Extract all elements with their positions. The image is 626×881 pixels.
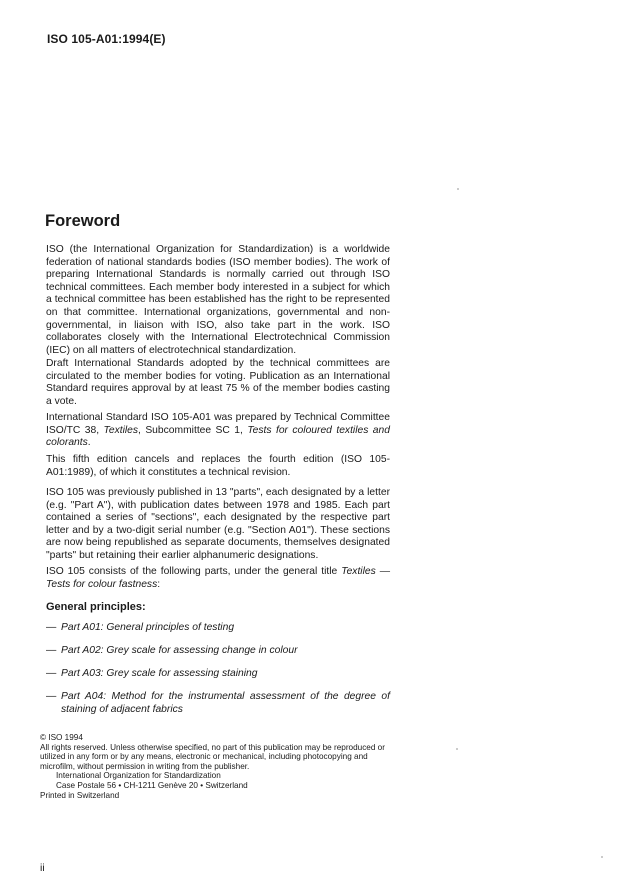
list-dash: —: [46, 691, 57, 702]
paragraph-2: Draft International Standards adopted by the technical committees are circulated to the member bodies for voting. Publication as an International Standard requires approval by at least 75 % of the member bodies casting a vote.: [46, 358, 390, 407]
copyright-block: [40, 733, 400, 800]
list-item-text: Part A03: Grey scale for assessing staining: [61, 668, 258, 679]
scan-speck: [601, 856, 603, 858]
list-dash: —: [46, 668, 57, 679]
list-dash: —: [46, 622, 57, 633]
paragraph-3-text-a: International Standard ISO 105-A01 was prepared by Technical Committee ISO/TC 38,: [46, 412, 390, 436]
document-header: ISO 105-A01:1994(E): [47, 32, 166, 46]
list-dash: —: [46, 645, 57, 656]
scan-speck: [457, 188, 459, 190]
scan-speck: [456, 748, 458, 750]
printed-in: Printed in Switzerland: [40, 790, 120, 800]
rights-statement: All rights reserved. Unless otherwise specified, no part of this publication may be reproduced or utilized in any form or by any means, electronic or mechanical, including photocopying and microfilm, without permission in writing from the publisher.: [40, 742, 385, 771]
paragraph-5: ISO 105 was previously published in 13 "parts", each designated by a letter (e.g. "Part A"), with publication dates between 1978 and 1985. Each part contained a series of "sections", each designated by the respective part letter and by a two-digit serial number (e.g. "Section A01"). These sections are now being republished as separate documents, themselves designated "parts" but retaining their earlier alphanumeric designations.: [46, 487, 390, 561]
paragraph-4: This fifth edition cancels and replaces the fourth edition (ISO 105-A01:1989), of which it constitutes a technical revision.: [46, 454, 390, 478]
page-title: Foreword: [45, 212, 121, 230]
paragraph-3: [46, 412, 390, 450]
copyright-notice: © ISO 1994: [40, 733, 83, 742]
paragraph-6: [46, 566, 390, 591]
paragraph-1: ISO (the International Organization for Standardization) is a worldwide federation of national standards bodies (ISO member bodies). The work of preparing International Standards is normally carried out through ISO technical committees. Each member body interested in a subject for which a technical committee has been established has the right to be represented on that committee. International organizations, governmental and non-governmental, in liaison with ISO, also take part in the work. ISO collaborates closely with the International Electrotechnical Commission (IEC) on all matters of electrotechnical standardization.: [46, 244, 390, 356]
general-principles-heading: General principles:: [46, 601, 146, 613]
page-number: ii: [40, 862, 45, 874]
paragraph-6-general-title: Textiles — Tests for colour fastness: [46, 566, 390, 590]
paragraph-3-subcommittee-name: Tests for coloured textiles and colorants: [46, 424, 390, 449]
paragraph-6-text-b: :: [157, 578, 161, 590]
publisher-name: International Organization for Standardization: [56, 771, 221, 781]
paragraph-6-text-a: ISO 105 consists of the following parts, under the general title: [46, 566, 342, 577]
paragraph-3-text-c: .: [87, 437, 91, 449]
publisher-address: Case Postale 56 • CH-1211 Genève 20 • Switzerland: [56, 780, 248, 790]
paragraph-3-text-b: , Subcommittee SC 1,: [138, 424, 248, 436]
paragraph-3-committee-name: Textiles: [103, 424, 139, 436]
list-item-text: Part A02: Grey scale for assessing change in colour: [61, 645, 298, 656]
list-item-text: Part A01: General principles of testing: [61, 622, 235, 633]
list-item-text: Part A04: Method for the instrumental assessment of the degree of staining of adjacent fabrics: [61, 691, 390, 715]
